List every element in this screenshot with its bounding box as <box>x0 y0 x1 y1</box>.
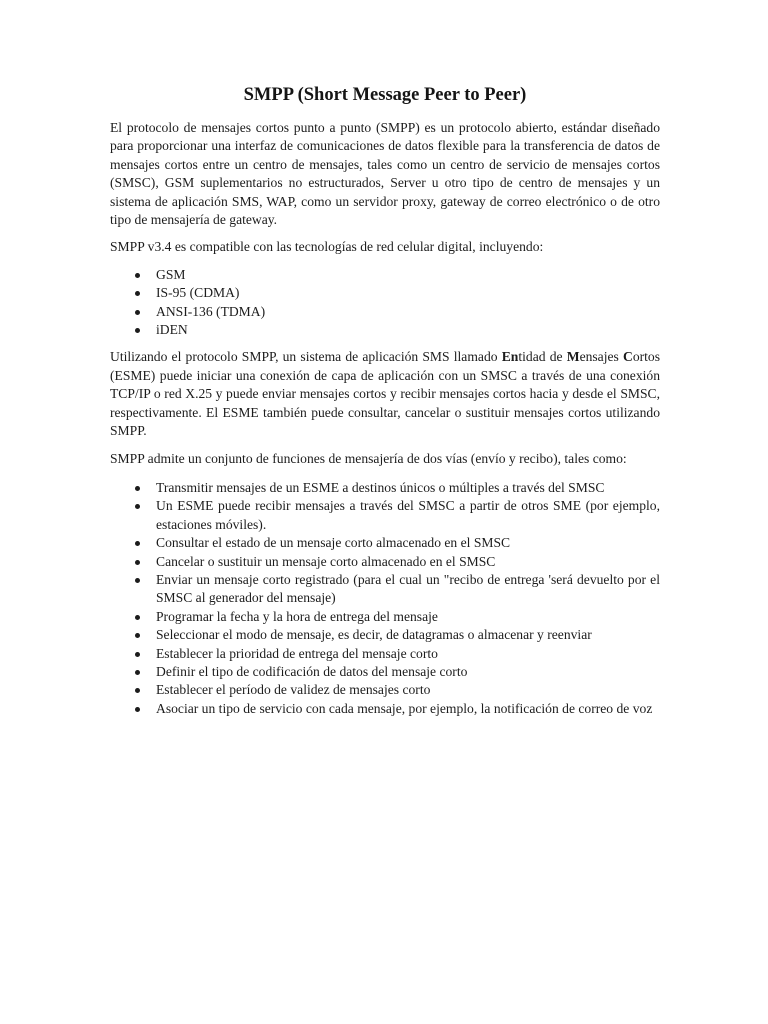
list-item: Establecer el período de validez de mensajes corto <box>156 681 660 699</box>
list-item: IS-95 (CDMA) <box>156 284 660 302</box>
list-item: Programar la fecha y la hora de entrega del mensaje <box>156 608 660 626</box>
compat-paragraph: SMPP v3.4 es compatible con las tecnologías de red celular digital, incluyendo: <box>110 239 544 255</box>
list-item: Consultar el estado de un mensaje corto almacenado en el SMSC <box>156 534 660 552</box>
intro-paragraph: El protocolo de mensajes cortos punto a punto (SMPP) es un protocolo abierto, estándar diseñado para proporcionar una interfaz de comunicaciones de datos flexible para la transferencia de datos de mensajes cortos entre un centro de mensajes, tales como un centro de servicio de mensajes cortos (SMSC), GSM suplementarios no estructurados, Server u otro tipo de centro de mensajes y un sistema de aplicación SMS, WAP, como un servidor proxy, gateway de correo electrónico o de otro tipo de mensajería de gateway. <box>110 120 660 228</box>
list-item: Seleccionar el modo de mensaje, es decir, de datagramas o almacenar y reenviar <box>156 626 660 644</box>
functions-list <box>110 479 660 718</box>
list-item: Un ESME puede recibir mensajes a través del SMSC a partir de otros SME (por ejemplo, estaciones móviles). <box>156 497 660 534</box>
list-item: GSM <box>156 266 660 284</box>
functions-intro-paragraph: SMPP admite un conjunto de funciones de mensajería de dos vías (envío y recibo), tales como: <box>110 450 627 466</box>
esme-paragraph <box>110 348 660 440</box>
document-title: SMPP (Short Message Peer to Peer) <box>243 85 527 105</box>
esme-text-3: ensajes <box>579 349 623 365</box>
list-item: iDEN <box>156 321 660 339</box>
list-item: Definir el tipo de codificación de datos del mensaje corto <box>156 663 660 681</box>
technologies-list <box>110 266 660 340</box>
esme-text-4: ortos (ESME) puede iniciar una conexión de capa de aplicación con un SMSC a través de una conexión TCP/IP o red X.25 y puede enviar mensajes cortos y recibir mensajes cortos hacia y desde el SMSC, respectivamente. El ESME también puede consultar, cancelar o sustituir mensajes cortos utilizando SMPP. <box>110 349 661 439</box>
esme-bold-c: C <box>623 349 633 365</box>
esme-bold-m: M <box>566 349 580 365</box>
list-item: Asociar un tipo de servicio con cada mensaje, por ejemplo, la notificación de correo de voz <box>156 700 660 718</box>
list-item: Cancelar o sustituir un mensaje corto almacenado en el SMSC <box>156 553 660 571</box>
list-item: ANSI-136 (TDMA) <box>156 303 660 321</box>
list-item: Establecer la prioridad de entrega del mensaje corto <box>156 645 660 663</box>
list-item: Transmitir mensajes de un ESME a destinos únicos o múltiples a través del SMSC <box>156 479 660 497</box>
esme-bold-en: En <box>501 349 519 365</box>
esme-text-2: tidad de <box>518 349 567 365</box>
esme-text-1: Utilizando el protocolo SMPP, un sistema de aplicación SMS llamado <box>110 349 502 365</box>
list-item: Enviar un mensaje corto registrado (para el cual un "recibo de entrega 'será devuelto por el SMSC al generador del mensaje) <box>156 571 660 608</box>
